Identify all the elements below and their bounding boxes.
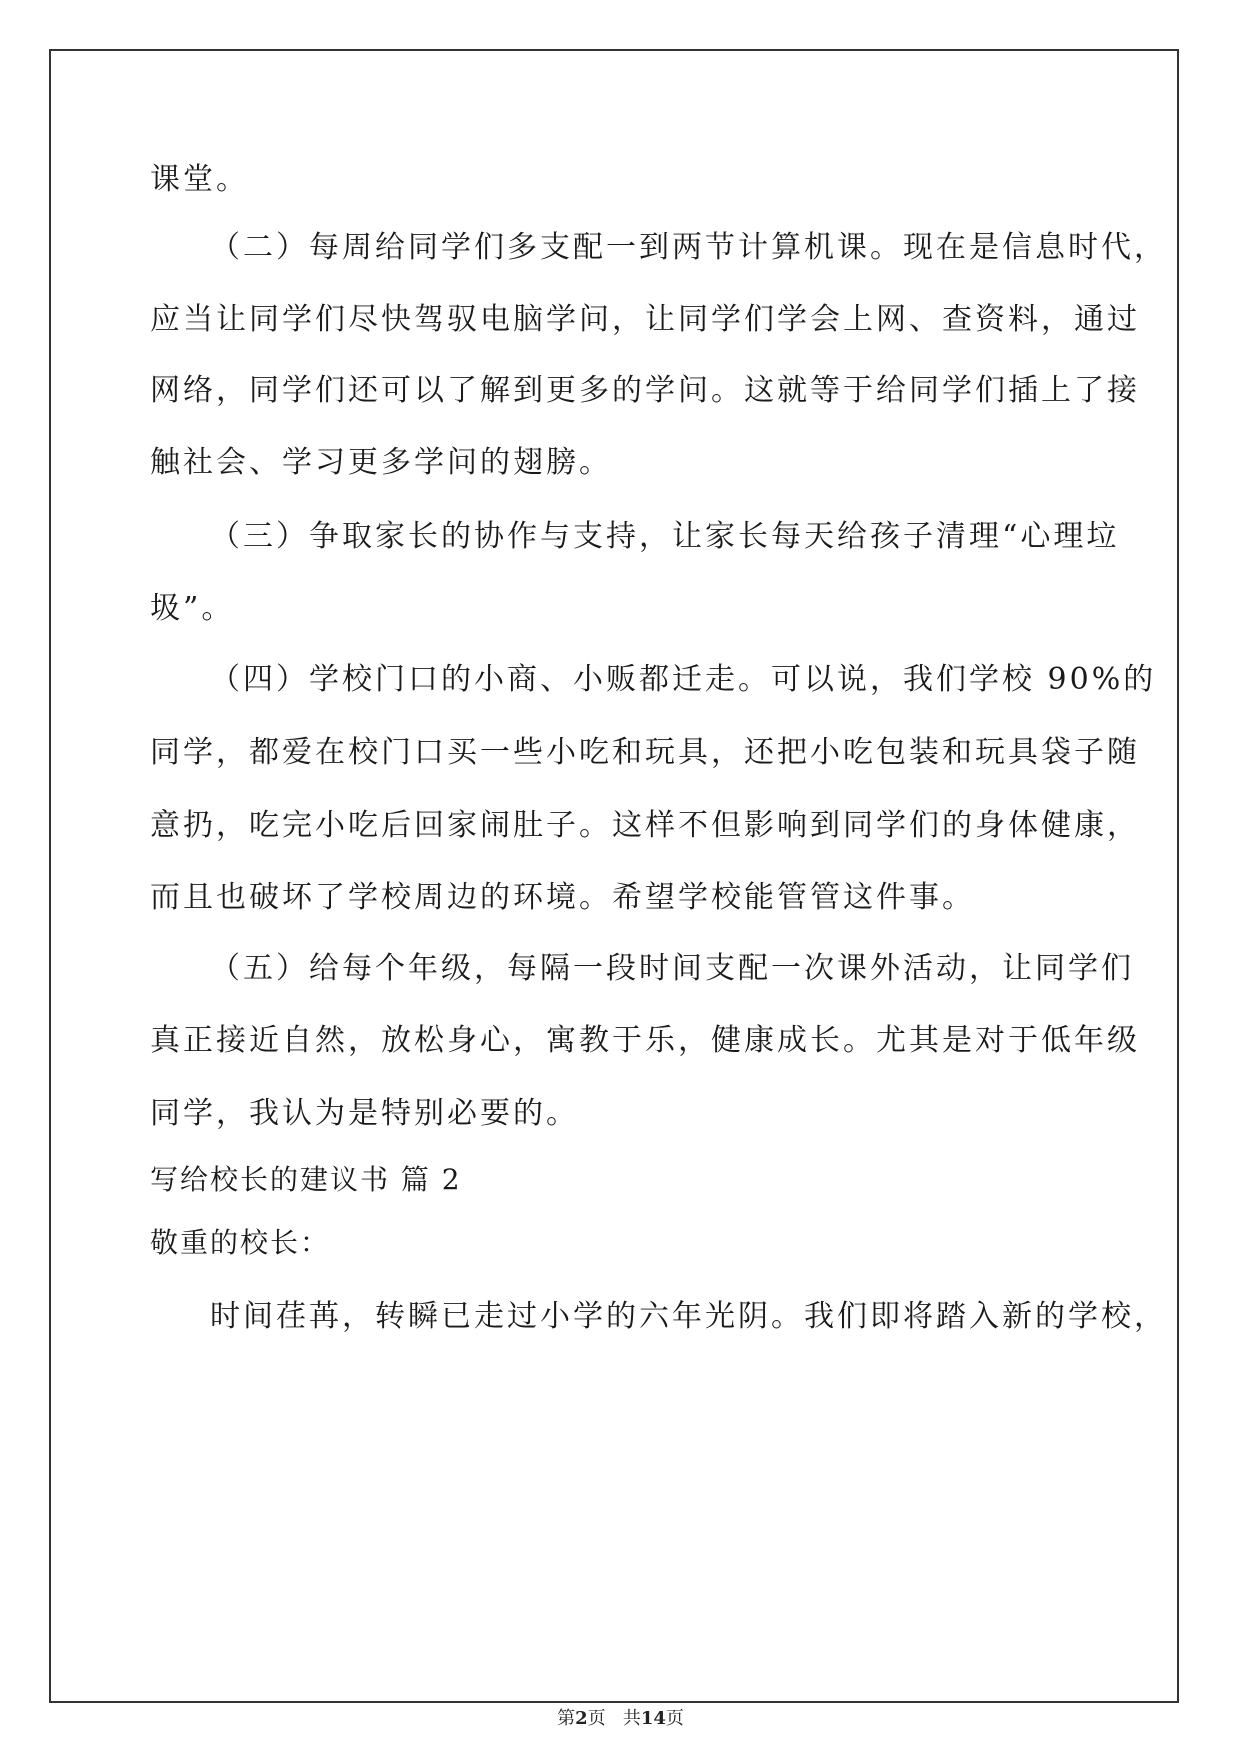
section-heading: 写给校长的建议书 篇 2 bbox=[150, 1163, 462, 1196]
body-line: （四）学校门口的小商、小贩都迁走。可以说，我们学校 90%的 bbox=[210, 662, 1157, 697]
body-line: 时间荏苒，转瞬已走过小学的六年光阴。我们即将踏入新的学校， bbox=[210, 1299, 1167, 1334]
body-line: 应当让同学们尽快驾驭电脑学问，让同学们学会上网、查资料，通过 bbox=[150, 302, 1140, 337]
page-border bbox=[49, 49, 1179, 1703]
body-line: 同学，我认为是特别必要的。 bbox=[150, 1096, 579, 1131]
salutation: 敬重的校长： bbox=[150, 1226, 331, 1259]
body-line: 课堂。 bbox=[150, 162, 249, 197]
footer-total-suffix: 页 bbox=[665, 1708, 684, 1729]
body-line: 意扔，吃完小吃后回家闹肚子。这样不但影响到同学们的身体健康， bbox=[150, 808, 1140, 843]
body-line: 触社会、学习更多学问的翅膀。 bbox=[150, 445, 612, 480]
footer-page-prefix: 第 bbox=[557, 1708, 576, 1729]
body-line: 而且也破坏了学校周边的环境。希望学校能管管这件事。 bbox=[150, 880, 975, 915]
footer-total-prefix: 共 bbox=[622, 1708, 641, 1729]
body-line: （五）给每个年级，每隔一段时间支配一次课外活动，让同学们 bbox=[210, 951, 1134, 986]
body-line: 网络，同学们还可以了解到更多的学问。这就等于给同学们插上了接 bbox=[150, 373, 1140, 408]
body-line: （三）争取家长的协作与支持，让家长每天给孩子清理“心理垃 bbox=[210, 519, 1120, 554]
body-line: （二）每周给同学们多支配一到两节计算机课。现在是信息时代， bbox=[210, 230, 1167, 265]
body-line: 圾”。 bbox=[150, 591, 235, 626]
page-footer bbox=[0, 1707, 1241, 1731]
footer-page-number: 2 bbox=[575, 1708, 588, 1729]
body-line: 同学，都爱在校门口买一些小吃和玩具，还把小吃包装和玩具袋子随 bbox=[150, 735, 1140, 770]
footer-page-suffix: 页 bbox=[587, 1708, 606, 1729]
footer-total-pages: 14 bbox=[640, 1708, 666, 1729]
body-line: 真正接近自然，放松身心，寓教于乐，健康成长。尤其是对于低年级 bbox=[150, 1023, 1140, 1058]
